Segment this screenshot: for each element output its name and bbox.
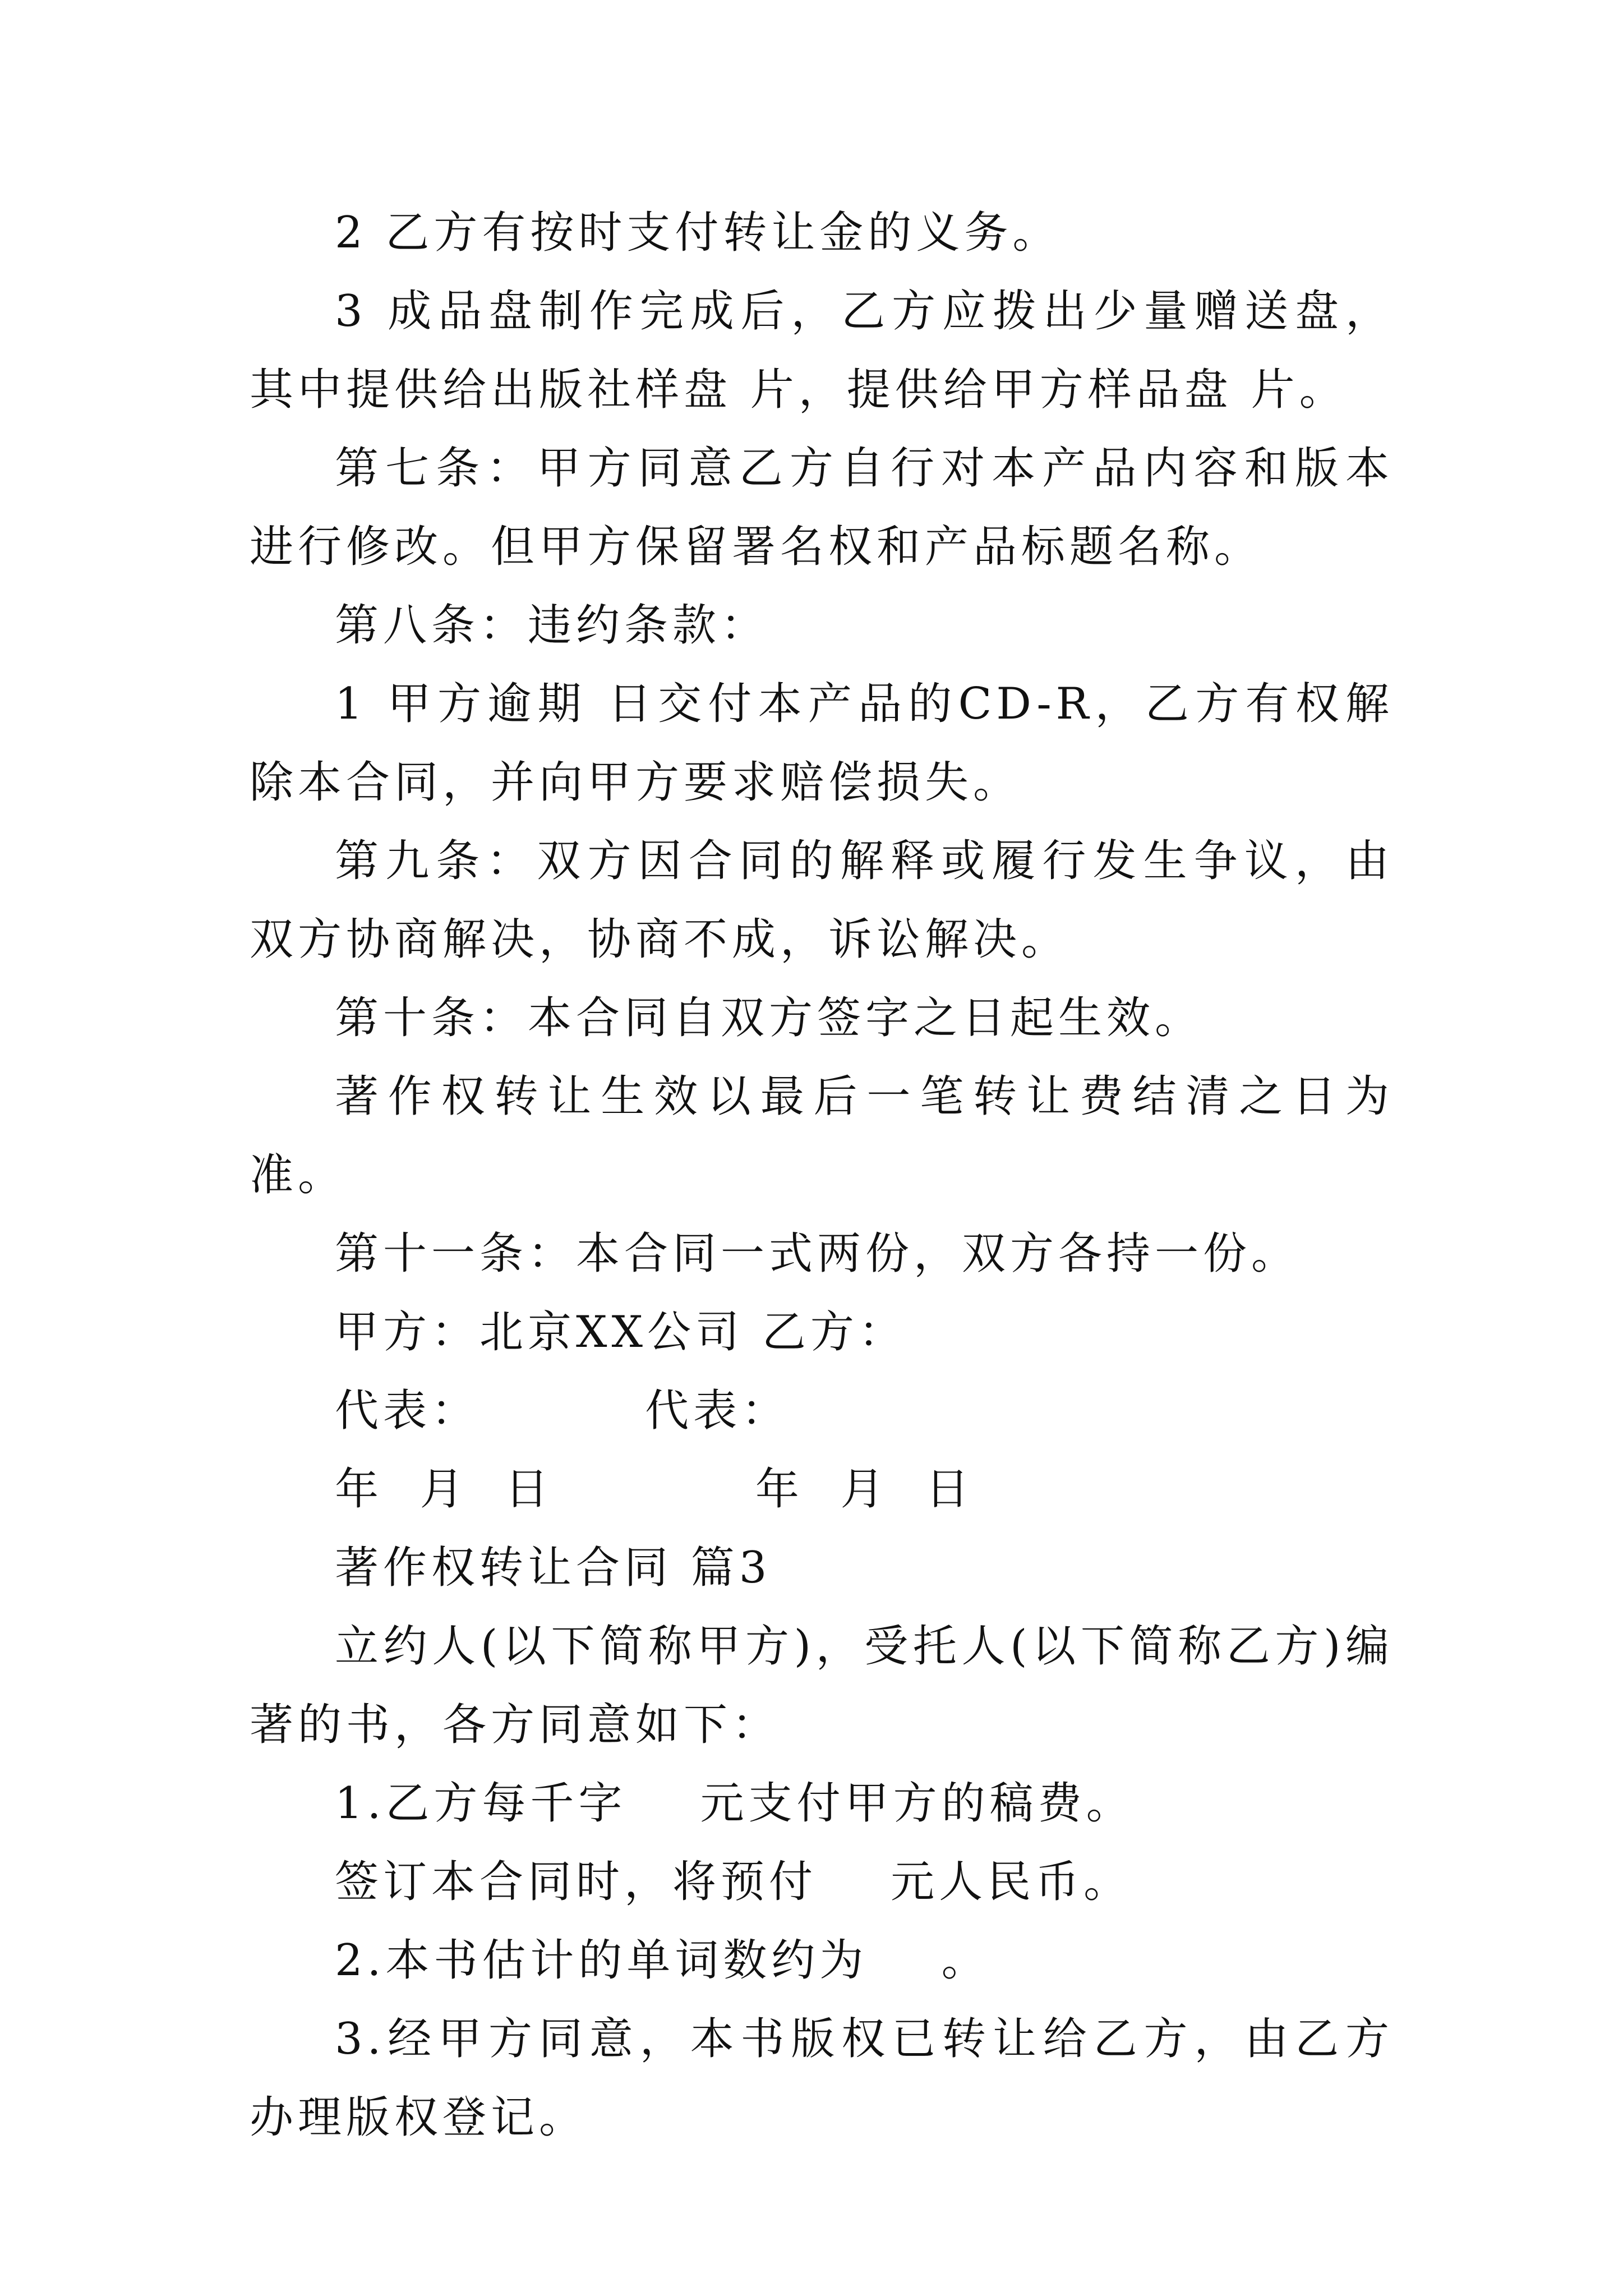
clause-10: 第十条：本合同自双方签字之日起生效。: [335, 993, 1204, 1043]
party-line: 甲方：北京XX公司 乙方：: [335, 1307, 907, 1358]
clause-9: 第九条：双方因合同的解释或履行发生争议，由双方协商解决，协商不成，诉讼解决。: [250, 836, 1394, 965]
date-line: 年 月 日 年 月 日: [335, 1464, 974, 1515]
clause-8-item-1: 1 甲方逾期 日交付本产品的CD-R，乙方有权解除本合同，并向甲方要求赔偿损失。: [250, 679, 1394, 808]
clause-8-heading: 第八条：违约条款：: [335, 600, 769, 651]
clause-10-note: 著作权转让生效以最后一笔转让费结清之日为准。: [250, 1071, 1394, 1200]
clause-11: 第十一条：本合同一式两份，双方各持一份。: [335, 1228, 1300, 1279]
document-body: [250, 194, 1394, 2157]
item-3: 3.经甲方同意，本书版权已转让给乙方，由乙方办理版权登记。: [250, 2014, 1394, 2143]
representative-line: 代表： 代表：: [335, 1386, 790, 1436]
item-2: 2.本书估计的单词数约为 。: [335, 1935, 990, 1986]
clause-7: 第七条：甲方同意乙方自行对本产品内容和版本进行修改。但甲方保留署名权和产品标题名称。: [250, 443, 1394, 572]
item-1: 1.乙方每千字 元支付甲方的稿费。: [335, 1778, 1135, 1829]
clause-6-item-3: 3 成品盘制作完成后，乙方应拨出少量赠送盘，其中提供给出版社样盘 片，提供给甲方样品盘 片。: [250, 286, 1394, 415]
clause-6-item-2: 2 乙方有按时支付转让金的义务。: [335, 208, 1061, 258]
item-1-prepayment: 签订本合同时，将预付 元人民币。: [335, 1857, 1132, 1907]
preamble: 立约人(以下简称甲方)，受托人(以下简称乙方)编著的书，各方同意如下：: [250, 1621, 1394, 1750]
section-title: 著作权转让合同 篇3: [335, 1543, 772, 1593]
